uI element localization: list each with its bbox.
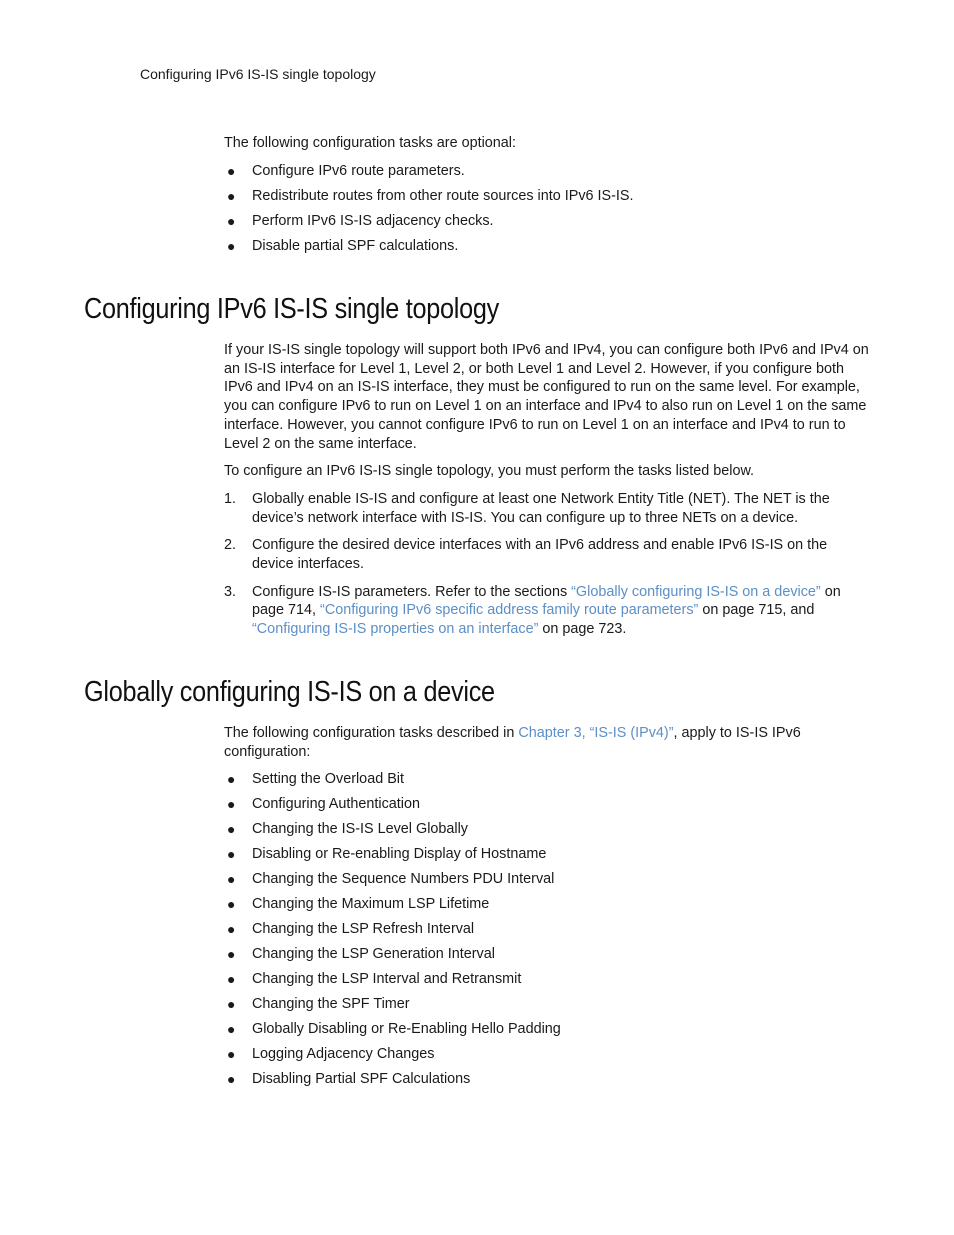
section-heading-single-topology: Configuring IPv6 IS-IS single topology bbox=[84, 293, 500, 325]
list-item-text: Setting the Overload Bit bbox=[252, 771, 404, 788]
section2-intro bbox=[224, 724, 870, 761]
step-number: 3. bbox=[224, 583, 237, 600]
list-item-text: Logging Adjacency Changes bbox=[252, 1046, 435, 1063]
link-interface-properties[interactable]: “Configuring IS-IS properties on an interface” bbox=[252, 621, 539, 638]
bullet-icon: ● bbox=[227, 946, 236, 963]
bullet-icon: ● bbox=[227, 162, 236, 179]
step-text: on page 723. bbox=[538, 621, 627, 638]
bullet-icon: ● bbox=[227, 821, 236, 838]
list-item bbox=[224, 970, 870, 989]
bullet-icon: ● bbox=[227, 896, 236, 913]
list-item-text: Changing the LSP Interval and Retransmit bbox=[252, 971, 522, 988]
list-item bbox=[224, 770, 870, 789]
section1-paragraph-1: If your IS-IS single topology will support both IPv6 and IPv4, you can configure both IPv6 and IPv4 on an IS-IS interface for Level 1, Level 2, or both Level 1 and Level 2. However, if you configure both IPv6 and IPv4 on an IS-IS interface, they must be configured to run on the same level. For example, you can configure IPv6 to run on Level 1 on an interface and IPv4 to also run on Level 1 on the same interface. However, you cannot configure IPv6 to run on Level 1 on an interface and IPv4 to run to Level 2 on the same interface. bbox=[224, 342, 869, 452]
bullet-icon: ● bbox=[227, 996, 236, 1013]
step-number: 2. bbox=[224, 537, 237, 554]
list-item bbox=[224, 162, 870, 181]
section1-steps bbox=[224, 490, 870, 639]
intro-text: The following configuration tasks described in bbox=[224, 725, 519, 741]
step-text: on page 714, bbox=[252, 583, 841, 619]
intro-text: , apply to IS-IS IPv6 configuration: bbox=[224, 725, 801, 760]
step-text: Configure the desired device interfaces with an IPv6 address and enable IPv6 IS-IS on the device interfaces. bbox=[252, 537, 828, 573]
list-item bbox=[224, 995, 870, 1014]
link-chapter-3[interactable]: Chapter 3, “IS-IS (IPv4)” bbox=[518, 725, 674, 741]
list-item-text: Changing the SPF Timer bbox=[252, 996, 410, 1013]
list-item bbox=[224, 187, 870, 206]
list-item-text: Disabling Partial SPF Calculations bbox=[252, 1071, 471, 1088]
list-item-text: Redistribute routes from other route sources into IPv6 IS-IS. bbox=[252, 187, 634, 204]
step-text: Configure IS-IS parameters. Refer to the sections bbox=[252, 583, 572, 600]
bullet-icon: ● bbox=[227, 971, 236, 988]
list-item-text: Disabling or Re-enabling Display of Hostname bbox=[252, 846, 547, 863]
step-text: Globally enable IS-IS and configure at least one Network Entity Title (NET). The NET is the device’s network interface with IS-IS. You can configure up to three NETs on a device. bbox=[252, 490, 830, 526]
list-item-text: Changing the Maximum LSP Lifetime bbox=[252, 896, 490, 913]
list-item-text: Globally Disabling or Re-Enabling Hello Padding bbox=[252, 1021, 561, 1038]
list-item bbox=[224, 212, 870, 231]
bullet-icon: ● bbox=[227, 921, 236, 938]
list-item-text: Configuring Authentication bbox=[252, 796, 421, 813]
list-item-text: Changing the LSP Refresh Interval bbox=[252, 921, 475, 938]
bullet-icon: ● bbox=[227, 1071, 236, 1088]
step-text: on page 715, and bbox=[698, 602, 815, 619]
section1-body bbox=[224, 341, 870, 639]
bullet-icon: ● bbox=[227, 237, 236, 254]
list-item bbox=[224, 237, 870, 256]
bullet-icon: ● bbox=[227, 846, 236, 863]
section2-bullet-list bbox=[224, 770, 870, 1089]
section2-body bbox=[224, 724, 870, 1089]
bullet-icon: ● bbox=[227, 871, 236, 888]
running-header: Configuring IPv6 IS-IS single topology bbox=[140, 66, 376, 82]
list-item bbox=[224, 1020, 870, 1039]
list-item-text: Changing the IS-IS Level Globally bbox=[252, 821, 468, 838]
bullet-icon: ● bbox=[227, 796, 236, 813]
list-item-text: Changing the Sequence Numbers PDU Interval bbox=[252, 871, 555, 888]
section-heading-globally-configuring: Globally configuring IS-IS on a device bbox=[84, 676, 495, 708]
bullet-icon: ● bbox=[227, 1021, 236, 1038]
list-item-text: Changing the LSP Generation Interval bbox=[252, 946, 495, 963]
bullet-icon: ● bbox=[227, 212, 236, 229]
list-item bbox=[224, 945, 870, 964]
list-item-text: Disable partial SPF calculations. bbox=[252, 237, 459, 254]
list-item bbox=[224, 845, 870, 864]
bullet-icon: ● bbox=[227, 1046, 236, 1063]
list-item bbox=[224, 820, 870, 839]
list-item bbox=[224, 1070, 870, 1089]
list-item bbox=[224, 895, 870, 914]
section1-paragraph-2: To configure an IPv6 IS-IS single topology, you must perform the tasks listed below. bbox=[224, 463, 755, 480]
list-item bbox=[224, 920, 870, 939]
list-item bbox=[224, 795, 870, 814]
list-item-text: Perform IPv6 IS-IS adjacency checks. bbox=[252, 212, 494, 229]
list-item bbox=[224, 870, 870, 889]
list-item-text: Configure IPv6 route parameters. bbox=[252, 162, 465, 179]
list-item bbox=[224, 1045, 870, 1064]
list-item bbox=[224, 583, 870, 639]
bullet-icon: ● bbox=[227, 187, 236, 204]
bullet-icon: ● bbox=[227, 771, 236, 788]
list-item bbox=[224, 490, 870, 527]
step-number: 1. bbox=[224, 490, 237, 507]
link-ipv6-route-parameters[interactable]: “Configuring IPv6 specific address family route parameters” bbox=[320, 602, 699, 619]
link-globally-configuring[interactable]: “Globally configuring IS-IS on a device” bbox=[571, 583, 821, 600]
list-item bbox=[224, 536, 870, 573]
intro-block bbox=[224, 134, 870, 255]
intro-bullet-list bbox=[224, 162, 870, 256]
intro-lead: The following configuration tasks are optional: bbox=[224, 135, 516, 151]
